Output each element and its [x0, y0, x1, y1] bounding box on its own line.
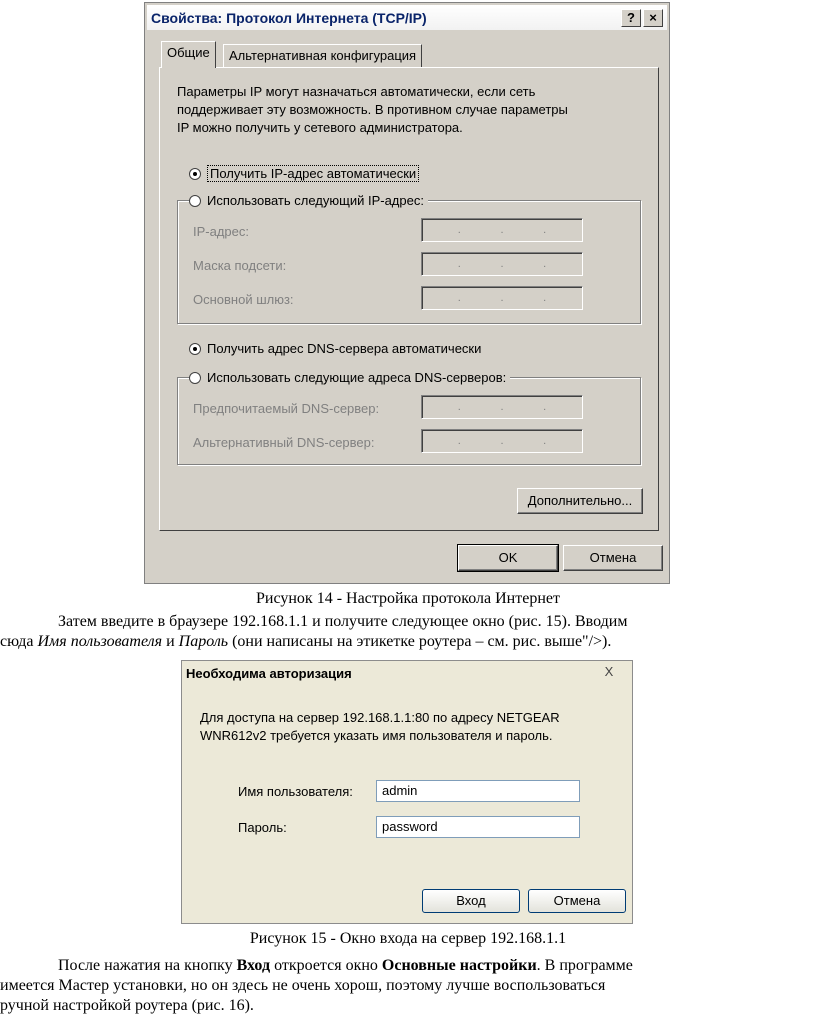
subnet-mask-field: . . .: [421, 252, 583, 276]
text: . В программе: [536, 957, 633, 974]
default-gateway-field: . . .: [421, 286, 583, 310]
ip-address-field: . . .: [421, 218, 583, 242]
radio-ip-auto[interactable]: [189, 165, 423, 182]
paragraph-2-line-3: ручной настройкой роутера (рис. 16).: [0, 997, 254, 1014]
radio-dns-auto-label: Получить адрес DNS-сервера автоматически: [207, 341, 482, 356]
password-input[interactable]: password: [376, 816, 580, 838]
radio-ip-manual-label: Использовать следующий IP-адрес:: [207, 193, 424, 208]
radio-ip-manual[interactable]: [189, 193, 428, 208]
username-label: Имя пользователя:: [238, 784, 353, 799]
paragraph-1-line-1: Затем введите в браузере 192.168.1.1 и получите следующее окно (рис. 15). Вводим: [58, 613, 628, 630]
help-button[interactable]: ?: [621, 9, 641, 27]
text: После нажатия на кнопку: [58, 957, 237, 974]
auth-message: [200, 709, 560, 745]
intro-line: IP можно получить у сетевого администратора.: [177, 120, 463, 135]
paragraph-1: [0, 612, 816, 652]
figure-14-caption: Рисунок 14 - Настройка протокола Интернет: [256, 590, 560, 607]
paragraph-2: [0, 956, 816, 1016]
login-button[interactable]: Вход: [422, 889, 520, 913]
close-button[interactable]: X: [604, 664, 614, 679]
cancel-button[interactable]: Отмена: [563, 545, 663, 571]
radio-empty-icon: [189, 372, 201, 384]
intro-line: Параметры IP могут назначаться автоматически, если сеть: [177, 84, 536, 99]
dialog-title: Свойства: Протокол Интернета (TCP/IP): [151, 10, 427, 26]
authorization-dialog: [181, 660, 633, 924]
default-gateway-label: Основной шлюз:: [193, 292, 294, 307]
alternate-dns-field: . . .: [421, 429, 583, 453]
radio-dns-auto[interactable]: [189, 341, 485, 356]
paragraph-2-line-1: [0, 956, 816, 976]
intro-text: [177, 83, 637, 137]
figure-15-caption: Рисунок 15 - Окно входа на сервер 192.168.1.1: [249, 930, 567, 947]
alternate-dns-label: Альтернативный DNS-сервер:: [193, 435, 375, 450]
username-term: Имя пользователя: [37, 633, 163, 650]
radio-selected-icon: [189, 343, 201, 355]
text: откроется окно: [270, 957, 382, 974]
paragraph-2-line-2: имеется Мастер установки, но он здесь не очень хорош, поэтому лучше воспользоваться: [0, 977, 606, 994]
username-input[interactable]: admin: [376, 780, 580, 802]
text: (они написаны на этикетке роутера – см. рис. выше"/>).: [228, 633, 612, 650]
title-bar[interactable]: [147, 5, 667, 30]
login-term: Вход: [236, 957, 271, 974]
tab-general-label: Общие: [167, 45, 210, 60]
text: сюда: [0, 633, 38, 650]
text: и: [162, 633, 179, 650]
tab-alternate-config-label: Альтернативная конфигурация: [229, 48, 417, 63]
paragraph-1-line-2: [0, 632, 816, 652]
intro-line: поддерживает эту возможность. В противном случае параметры: [177, 102, 568, 117]
close-button[interactable]: ×: [643, 9, 663, 27]
dialog-title: Необходима авторизация: [186, 666, 352, 681]
advanced-button[interactable]: Дополнительно...: [517, 488, 643, 514]
preferred-dns-label: Предпочитаемый DNS-сервер:: [193, 401, 380, 416]
ok-button[interactable]: OK: [458, 545, 558, 571]
radio-ip-auto-label: Получить IP-адрес автоматически: [207, 165, 419, 182]
tab-general[interactable]: [161, 41, 216, 68]
basic-settings-term: Основные настройки: [381, 957, 537, 974]
password-label: Пароль:: [238, 820, 287, 835]
subnet-mask-label: Маска подсети:: [193, 258, 287, 273]
cancel-button[interactable]: Отмена: [528, 889, 626, 913]
radio-dns-manual-label: Использовать следующие адреса DNS-серверов:: [207, 370, 507, 385]
tcpip-properties-dialog: [144, 2, 670, 584]
message-line: WNR612v2 требуется указать имя пользователя и пароль.: [200, 728, 553, 743]
radio-empty-icon: [189, 195, 201, 207]
radio-selected-icon: [189, 168, 201, 180]
ip-address-label: IP-адрес:: [193, 224, 249, 239]
title-bar[interactable]: [182, 661, 632, 685]
preferred-dns-field: . . .: [421, 395, 583, 419]
message-line: Для доступа на сервер 192.168.1.1:80 по адресу NETGEAR: [200, 710, 560, 725]
tab-alternate-config[interactable]: [223, 44, 422, 68]
password-term: Пароль: [178, 633, 229, 650]
radio-dns-manual[interactable]: [189, 370, 510, 385]
